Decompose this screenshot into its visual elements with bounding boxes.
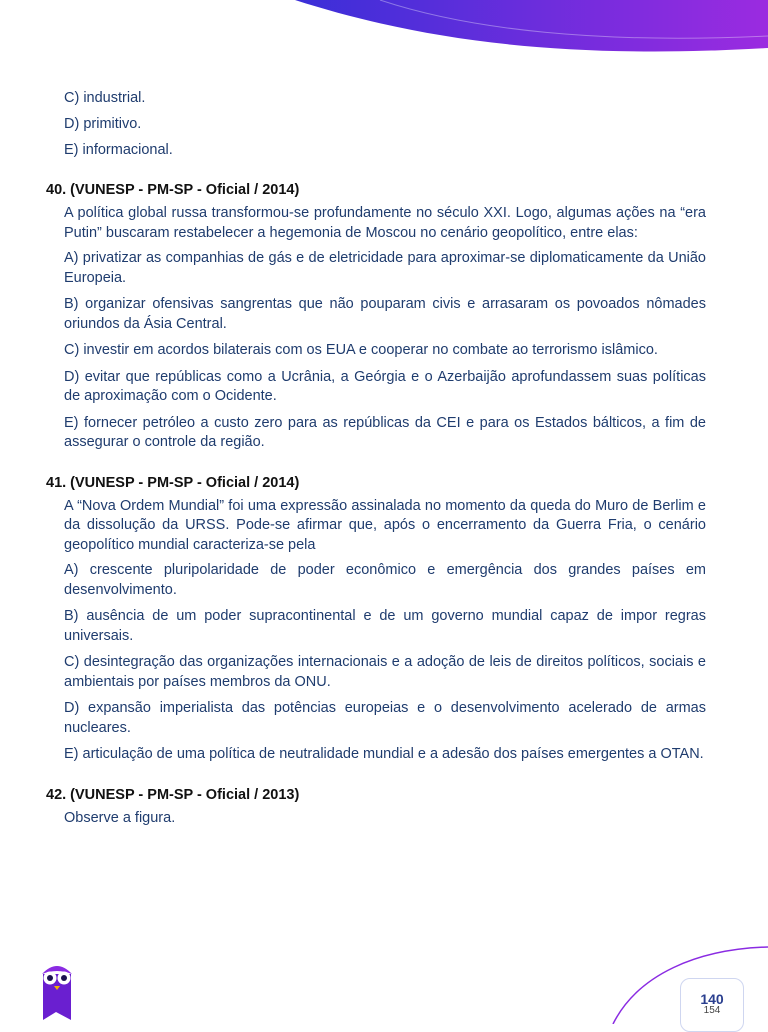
answer-option: D) evitar que repúblicas como a Ucrânia, a Geórgia e o Azerbaijão aprofundassem suas políticas de aproximação com o Ocidente. xyxy=(64,368,706,404)
question-header: 41. (VUNESP - PM-SP - Oficial / 2014) xyxy=(46,474,300,491)
question-body: Observe a figura. xyxy=(64,809,176,826)
answer-option: B) organizar ofensivas sangrentas que não pouparam civis e arrasaram os povoados nômades oriundos da Ásia Central. xyxy=(64,296,706,332)
question-header: 42. (VUNESP - PM-SP - Oficial / 2013) xyxy=(46,786,300,803)
page-total: 154 xyxy=(703,1005,721,1016)
answer-option: E) articulação de uma política de neutralidade mundial e a adesão dos países emergentes a OTAN. xyxy=(64,746,704,762)
prev-option: C) industrial. xyxy=(64,90,146,106)
page-number: 140 xyxy=(700,991,724,1007)
owl-logo-icon xyxy=(40,960,74,1020)
answer-option: B) ausência de um poder supracontinental e de um governo mundial capaz de impor regras universais. xyxy=(64,608,706,644)
answer-option: C) investir em acordos bilaterais com os EUA e cooperar no combate ao terrorismo islâmico. xyxy=(64,342,658,358)
answer-option: C) desintegração das organizações internacionais e a adoção de leis de direitos políticos, sociais e ambientais por países membros da ONU. xyxy=(64,654,706,690)
question-body: A “Nova Ordem Mundial” foi uma expressão assinalada no momento da queda do Muro de Berlim e da dissolução da URSS. Pode-se afirmar que, após o encerramento da Guerra Fria, o cenário geopolítico mundial caracteriza-se pela xyxy=(64,497,706,553)
answer-option: A) privatizar as companhias de gás e de eletricidade para aproximar-se diplomaticamente da União Europeia. xyxy=(64,250,706,286)
document-content xyxy=(46,88,706,834)
question-body: A política global russa transformou-se profundamente no século XXI. Logo, algumas ações na “era Putin” buscaram restabelecer a hegemonia de Moscou no cenário geopolítico, entre elas: xyxy=(64,205,706,241)
header-swoosh-decoration xyxy=(0,0,768,70)
answer-option: E) fornecer petróleo a custo zero para as repúblicas da CEI e para os Estados bálticos, a fim de assegurar o controle da região. xyxy=(64,414,706,450)
prev-option: D) primitivo. xyxy=(64,116,142,132)
question-header: 40. (VUNESP - PM-SP - Oficial / 2014) xyxy=(46,182,300,198)
answer-option: D) expansão imperialista das potências europeias e o desenvolvimento acelerado de armas nucleares. xyxy=(64,700,706,736)
prev-option: E) informacional. xyxy=(64,142,173,158)
answer-option: A) crescente pluripolaridade de poder econômico e emergência dos grandes países em desenvolvimento. xyxy=(64,562,706,598)
